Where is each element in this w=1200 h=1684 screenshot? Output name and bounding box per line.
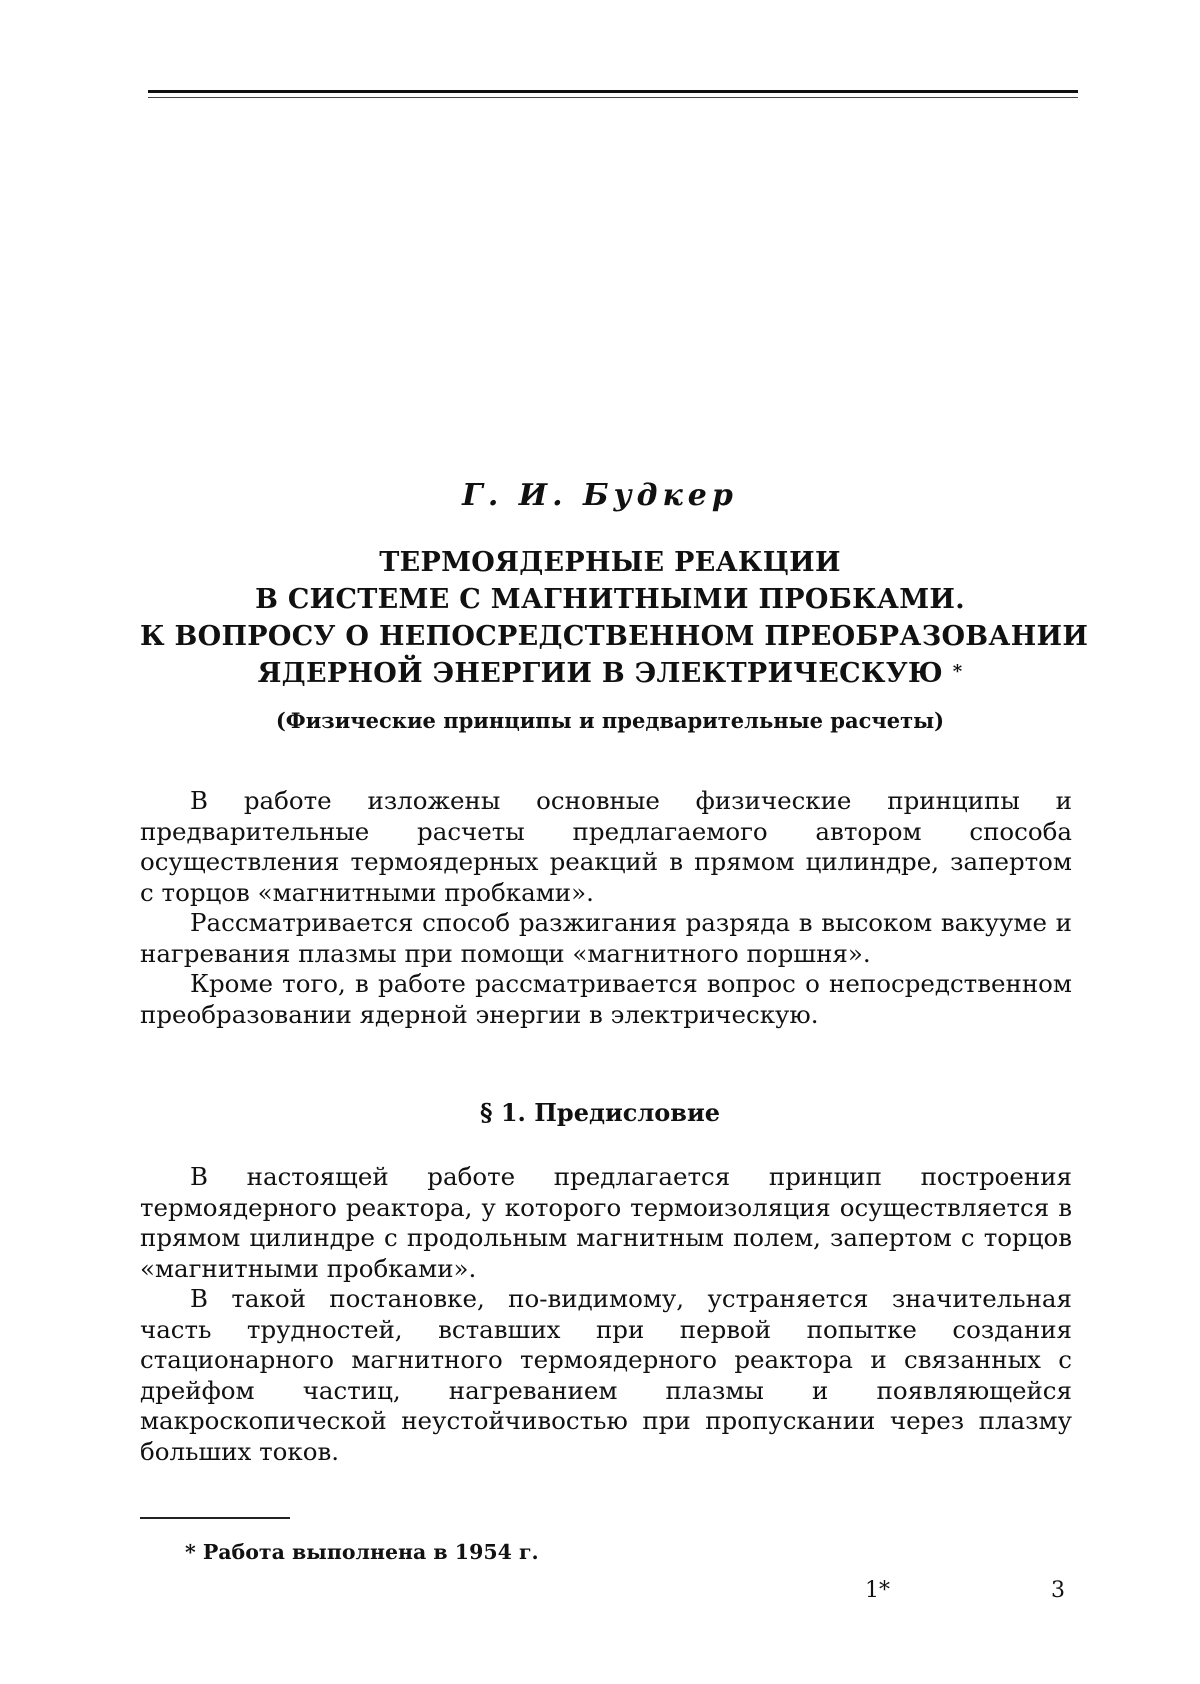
abstract [140, 786, 1072, 1030]
title-line [140, 655, 1080, 692]
paper-title [140, 544, 1089, 692]
abstract-paragraph: Кроме того, в работе рассматривается вопрос о непосредственном преобразовании ядерной энергии в электрическую. [140, 969, 1072, 1029]
author-name: Г. И. Будкер [462, 478, 738, 513]
title-footnote-mark: * [952, 661, 963, 682]
top-rule-thin [148, 97, 1078, 98]
footnote-rule [140, 1517, 290, 1519]
body-paragraph: В такой постановке, по-видимому, устраняется значительная часть трудностей, вставших при первой попытке создания стационарного магнитного термоядерного реактора и связанных с дрейфом частиц, нагреванием плазмы и появляющейся макроскопической неустойчивостью при пропускании через плазму больших токов. [140, 1284, 1072, 1466]
title-line: ТЕРМОЯДЕРНЫЕ РЕАКЦИИ [379, 547, 841, 578]
title-line: К ВОПРОСУ О НЕПОСРЕДСТВЕННОМ ПРЕОБРАЗОВАНИИ [140, 621, 1089, 652]
section-body [140, 1162, 1072, 1467]
top-rule [148, 90, 1078, 93]
abstract-paragraph: Рассматривается способ разжигания разряда в высоком вакууме и нагревания плазмы при помощи «магнитного поршня». [140, 908, 1072, 968]
section-heading: § 1. Предисловие [479, 1098, 721, 1127]
paper-subtitle: (Физические принципы и предварительные расчеты) [275, 708, 945, 733]
page-number: 3 [1051, 1578, 1065, 1603]
title-line: В СИСТЕМЕ С МАГНИТНЫМИ ПРОБКАМИ. [255, 584, 965, 615]
signature-mark: 1* [865, 1578, 890, 1603]
title-line-text: ЯДЕРНОЙ ЭНЕРГИИ В ЭЛЕКТРИЧЕСКУЮ [257, 658, 943, 689]
abstract-paragraph: В работе изложены основные физические принципы и предварительные расчеты предлагаемого автором способа осуществления термоядерных реакций в прямом цилиндре, запертом с торцов «магнитными пробками». [140, 786, 1072, 907]
body-paragraph: В настоящей работе предлагается принцип построения термоядерного реактора, у которого термоизоляция осуществляется в прямом цилиндре с продольным магнитным полем, запертом с торцов «магнитными пробками». [140, 1162, 1072, 1283]
footnote: * Работа выполнена в 1954 г. [185, 1540, 539, 1564]
